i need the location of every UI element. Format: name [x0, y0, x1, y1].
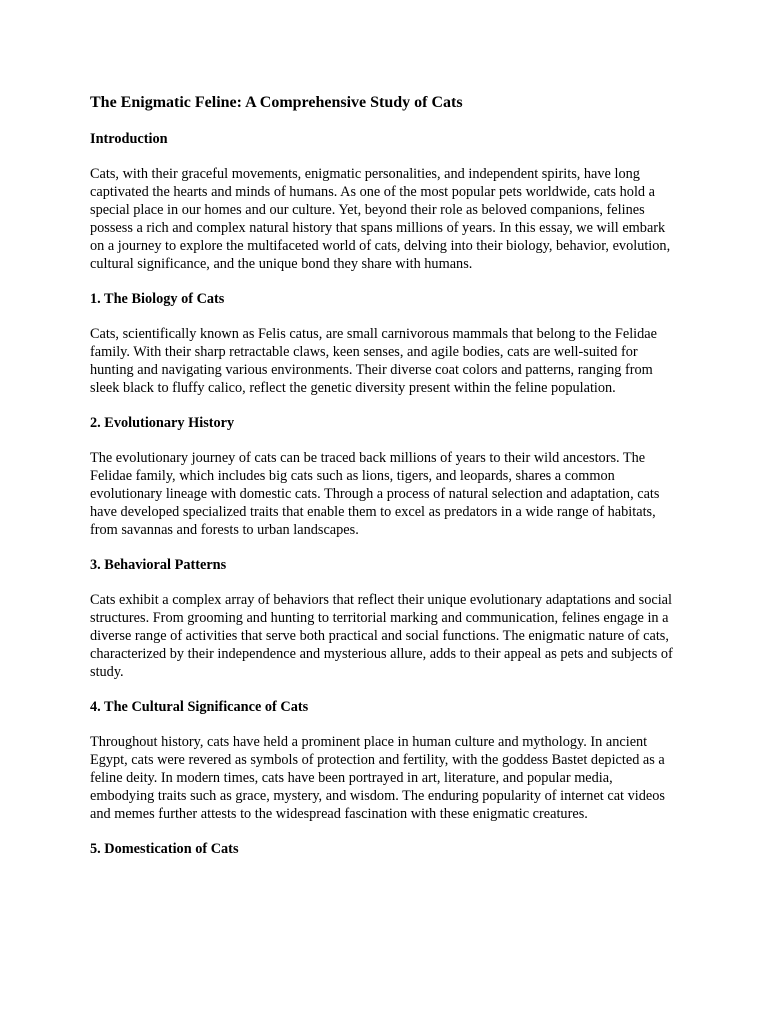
section-body-evolutionary-history: The evolutionary journey of cats can be traced back millions of years to their wild ancestors. The Felidae family, which includes big cats such as lions, tigers, and leopards, shares a common evolutionary lineage with domestic cats. Through a process of natural selection and adaptation, cats have developed specialized traits that enable them to excel as predators in a wide range of habitats, from savannas and forests to urban landscapes. — [90, 450, 660, 538]
section-body-introduction: Cats, with their graceful movements, enigmatic personalities, and independent spirits, have long captivated the hearts and minds of humans. As one of the most popular pets worldwide, cats hold a special place in our homes and our culture. Yet, beyond their role as beloved companions, felines possess a rich and complex natural history that spans millions of years. In this essay, we will embark on a journey to explore the multifaceted world of cats, delving into their biology, behavior, evolution, cultural significance, and the unique bond they share with humans. — [90, 166, 671, 272]
section-heading-cultural-significance: 4. The Cultural Significance of Cats — [90, 699, 309, 715]
section-heading-behavioral-patterns: 3. Behavioral Patterns — [90, 557, 227, 573]
section-heading-evolutionary-history: 2. Evolutionary History — [90, 415, 235, 431]
section-body-biology: Cats, scientifically known as Felis catus, are small carnivorous mammals that belong to the Felidae family. With their sharp retractable claws, keen senses, and agile bodies, cats are well-suited for hunting and navigating various environments. Their diverse coat colors and patterns, ranging from sleek black to fluffy calico, reflect the genetic diversity present within the feline population. — [90, 326, 657, 396]
section-heading-biology: 1. The Biology of Cats — [90, 291, 225, 307]
section-body-behavioral-patterns: Cats exhibit a complex array of behaviors that reflect their unique evolutionary adaptations and social structures. From grooming and hunting to territorial marking and communication, felines engage in a diverse range of activities that serve both practical and social functions. The enigmatic nature of cats, characterized by their independence and mysterious allure, adds to their appeal as pets and subjects of study. — [90, 592, 673, 680]
document-page — [90, 93, 680, 875]
section-body-cultural-significance: Throughout history, cats have held a prominent place in human culture and mythology. In ancient Egypt, cats were revered as symbols of protection and fertility, with the goddess Bastet depicted as a feline deity. In modern times, cats have been portrayed in art, literature, and popular media, embodying traits such as grace, mystery, and wisdom. The enduring popularity of internet cat videos and memes further attests to the widespread fascination with these enigmatic creatures. — [90, 734, 665, 822]
section-heading-introduction: Introduction — [90, 131, 168, 147]
section-heading-domestication: 5. Domestication of Cats — [90, 841, 239, 857]
document-title: The Enigmatic Feline: A Comprehensive Study of Cats — [90, 94, 463, 111]
